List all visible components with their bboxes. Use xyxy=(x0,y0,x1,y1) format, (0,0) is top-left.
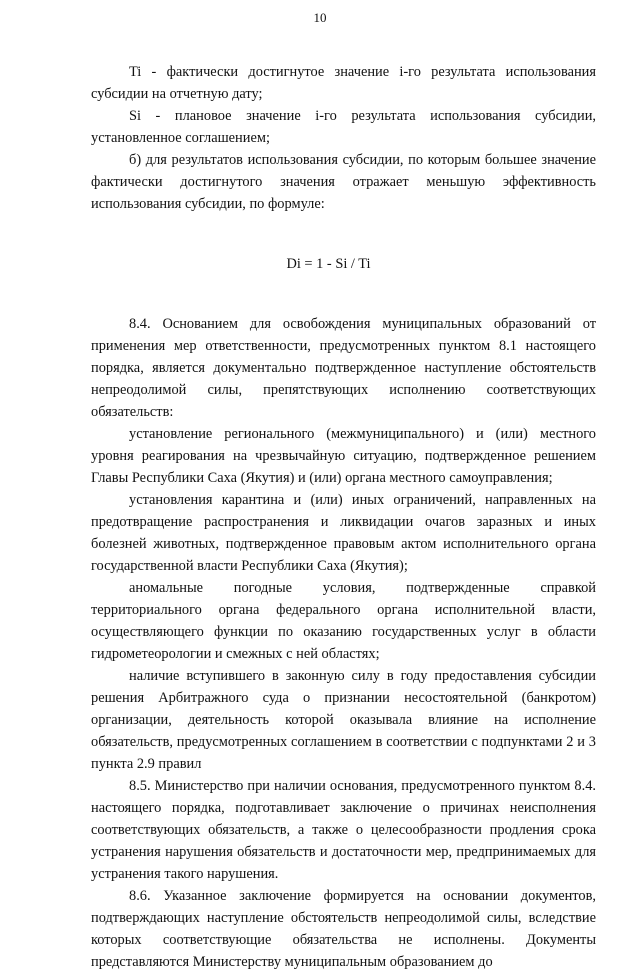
paragraph-formula-intro: б) для результатов использования субсидии, по которым большее значение фактически достигнутого значения отражает меньшую эффективность использования субсидии, по формуле: xyxy=(91,152,596,212)
paragraph-8-5: 8.5. Министерство при наличии основания, предусмотренного пунктом 8.4. настоящего порядка, подготавливает заключение о причинах неисполнения соответствующих обязательств, а также о целесообразности продления срока устранения нарушения обязательств и достаточности мер, предпринимаемых для устранения такого нарушения. xyxy=(91,778,596,882)
paragraph-8-4: 8.4. Основанием для освобождения муниципальных образований от применения мер ответственности, предусмотренных пунктом 8.1 настоящего порядка, является документально подтвержденное наступление обстоятельств непреодолимой силы, препятствующих исполнению соответствующих обязательств: xyxy=(91,316,596,420)
formula: Di = 1 - Si / Ti xyxy=(286,256,371,272)
paragraph-8-6: 8.6. Указанное заключение формируется на основании документов, подтверждающих наступление обстоятельств непреодолимой силы, вследствие которых соответствующие обязательства не исполнены. Документы представляются Министерству муниципальным образованием до xyxy=(91,888,596,970)
document-body xyxy=(91,61,596,973)
paragraph-quarantine: установления карантина и (или) иных ограничений, направленных на предотвращение распространения и ликвидации очагов заразных и иных болезней животных, подтвержденное правовым актом исполнительного органа государственной власти Республики Саха (Якутия); xyxy=(91,492,596,574)
page-number: 10 xyxy=(313,10,327,25)
paragraph-weather-conditions: аномальные погодные условия, подтвержденные справкой территориального органа федерального органа исполнительной власти, осуществляющего функции по оказанию государственных услуг в области гидрометеорологии и смежных с ней областях; xyxy=(91,580,596,662)
paragraph-emergency-response: установление регионального (межмуниципального) и (или) местного уровня реагирования на чрезвычайную ситуацию, подтвержденное решением Главы Республики Саха (Якутия) и (или) органа местного самоуправления; xyxy=(91,426,596,486)
paragraph-si-definition: Si - плановое значение i-го результата использования субсидии, установленное соглашением; xyxy=(91,108,596,146)
paragraph-arbitration-decision: наличие вступившего в законную силу в году предоставления субсидии решения Арбитражного суда о признании несостоятельной (банкротом) организации, деятельность которой оказывала влияние на исполнение обязательств, предусмотренных соглашением в соответствии с подпунктами 2 и 3 пункта 2.9 правил xyxy=(91,668,596,772)
paragraph-ti-definition: Ti - фактически достигнутое значение i-го результата использования субсидии на отчетную дату; xyxy=(91,64,596,102)
